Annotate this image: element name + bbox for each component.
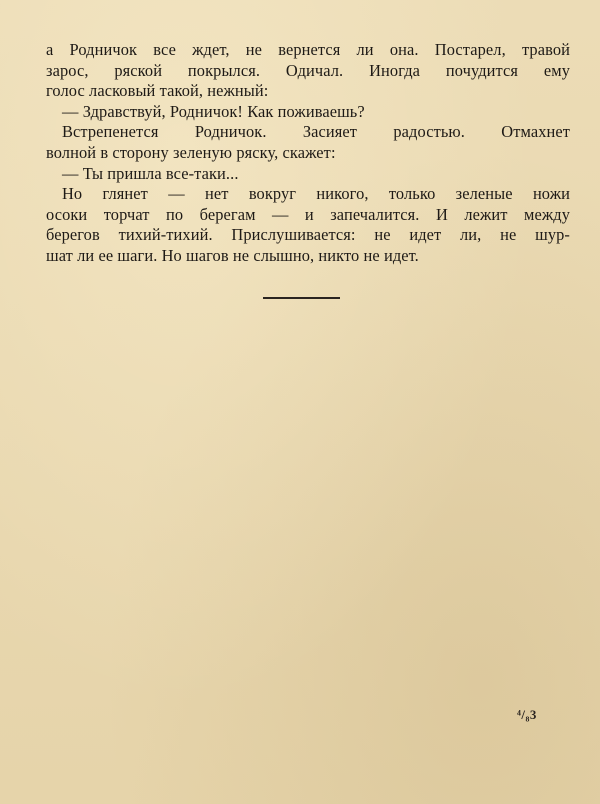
- text-line: Встрепенется Родничок. Засияет радостью. Отмахнет: [62, 122, 570, 142]
- section-divider: [263, 297, 340, 299]
- text-line: волной в сторону зеленую ряску, скажет:: [46, 142, 336, 162]
- text-line: голос ласковый такой, нежный:: [46, 81, 269, 101]
- text-line: зарос, ряской покрылся. Одичал. Иногда почудится ему: [46, 60, 570, 80]
- body-text: [46, 40, 570, 267]
- text-line: осоки торчат по берегам — и запечалится. И лежит между: [46, 204, 570, 224]
- page-number: ⁴/₈3: [517, 707, 537, 722]
- text-line: Но глянет — нет вокруг никого, только зеленые ножи: [62, 184, 570, 204]
- dialogue-line: — Здравствуй, Родничок! Как поживаешь?: [62, 101, 365, 121]
- text-line: а Родничок все ждет, не вернется ли она. Постарел, травой: [46, 40, 570, 59]
- text-line: шат ли ее шаги. Но шагов не слышно, никто не идет.: [46, 245, 419, 265]
- text-line: берегов тихий-тихий. Прислушивается: не идет ли, не шур-: [46, 225, 570, 245]
- dialogue-line: — Ты пришла все-таки...: [62, 163, 239, 183]
